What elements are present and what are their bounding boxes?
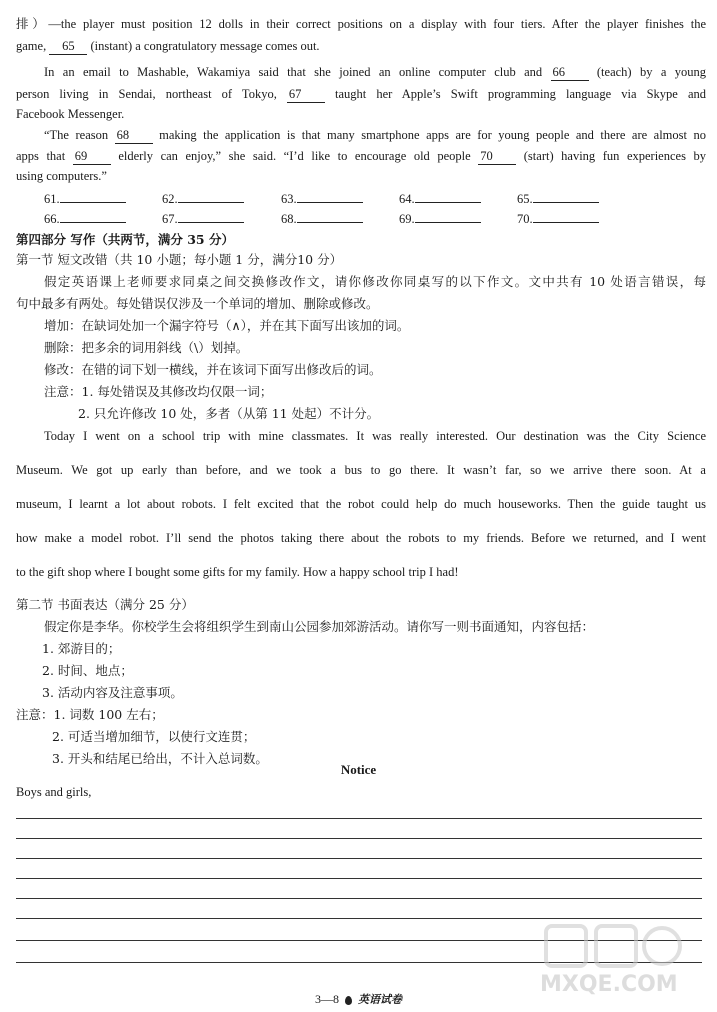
passage-line-4	[16, 86, 706, 103]
notice-title: Notice	[340, 762, 377, 777]
answer-slot[interactable]	[281, 210, 363, 227]
writing-line[interactable]	[16, 898, 702, 899]
passage-text: elderly can enjoy,” she said. “I’d like to encourage old people	[110, 149, 479, 163]
passage-line-7	[16, 148, 706, 165]
passage-text: game,	[16, 39, 50, 53]
answer-row-2	[44, 210, 644, 230]
answer-row-1	[44, 190, 644, 210]
rule-add: 增加：在缺词处加一个漏字符号（∧），并在其下面写出该加的词。	[44, 318, 410, 333]
part4-heading: 第四部分 写作（共两节，满分 35 分）	[16, 232, 234, 247]
footer-drop-icon	[345, 996, 352, 1005]
essay-line-2: Museum. We got up early than before, and we took a bus to go there. It wasn’t far, so we arrive there soon. At a	[16, 463, 706, 477]
requirement-3: 3. 开头和结尾已给出，不计入总词数。	[52, 751, 268, 766]
blank-67: 67	[287, 86, 325, 103]
passage-line-5	[16, 106, 706, 122]
answer-slot[interactable]	[162, 190, 244, 207]
answer-slot[interactable]	[399, 190, 481, 207]
essay-line-5: to the gift shop where I bought some gifts for my family. How a happy school trip I had!	[16, 565, 459, 579]
passage-line-8	[16, 168, 706, 184]
essay-line-1: Today I went on a school trip with mine classmates. It was really interested. Our destination was the City Science	[44, 429, 706, 443]
answer-number: 66.	[44, 212, 60, 226]
footer-label: 英语试卷	[358, 993, 402, 1006]
blank-65: 65	[49, 38, 87, 55]
watermark-icon	[538, 918, 688, 978]
passage-line-6	[44, 127, 706, 144]
writing-line[interactable]	[16, 858, 702, 859]
section1-instruction-2: 句中最多有两处。每处错误仅涉及一个单词的增加、删除或修改。	[16, 296, 379, 311]
answer-slot[interactable]	[517, 210, 599, 227]
answer-number: 65.	[517, 192, 533, 206]
essay-line-3: museum, I learnt a lot about robots. I felt excited that the robot could help do much houseworks. Then the guide taught us	[16, 497, 706, 511]
passage-line-3	[44, 64, 706, 81]
answer-slot[interactable]	[399, 210, 481, 227]
answer-underline	[178, 190, 244, 203]
passage-text: taught her Apple’s Swift programming language via Skype and	[324, 87, 706, 101]
answer-slot[interactable]	[44, 190, 126, 207]
passage-text: 排）—the player must position 12 dolls in their correct positions on a display with four tiers. After the player finishes the	[16, 17, 706, 31]
passage-text: (start) having fun experiences by	[516, 149, 706, 163]
rule-delete: 删除：把多余的词用斜线（\）划掉。	[44, 340, 249, 355]
writing-line[interactable]	[16, 878, 702, 879]
section1-instruction-1: 假定英语课上老师要求同桌之间交换修改作文，请你修改你同桌写的以下作文。文中共有 10 处语言错误，每	[44, 274, 706, 289]
essay-line-4: how make a model robot. I’ll send the photos taking there about the robots to my friends. Before we returned, and I went	[16, 531, 706, 545]
passage-text: Facebook Messenger.	[16, 107, 125, 121]
watermark-text: MXQE.COM	[540, 972, 678, 997]
answer-underline	[415, 210, 481, 223]
passage-text: making the application is that many smartphone apps are for young people and there are almost no	[152, 128, 706, 142]
answer-slot[interactable]	[44, 210, 126, 227]
blank-68: 68	[115, 127, 153, 144]
notice-greeting: Boys and girls,	[16, 785, 92, 799]
section2-title: 第二节 书面表达（满分 25 分）	[16, 597, 194, 612]
passage-text: apps that	[16, 149, 73, 163]
answer-number: 69.	[399, 212, 415, 226]
requirement-2: 2. 可适当增加细节，以使行文连贯；	[52, 729, 256, 744]
requirement-1: 注意：1. 词数 100 左右；	[16, 707, 164, 722]
content-item-3: 3. 活动内容及注意事项。	[42, 685, 183, 700]
section1-title: 第一节 短文改错（共 10 小题；每小题 1 分，满分10 分）	[16, 252, 343, 267]
passage-text: In an email to Mashable, Wakamiya said that she joined an online computer club and	[44, 65, 551, 79]
answer-underline	[415, 190, 481, 203]
content-item-2: 2. 时间、地点；	[42, 663, 133, 678]
answer-number: 70.	[517, 212, 533, 226]
answer-underline	[60, 210, 126, 223]
passage-text: (teach) by a young	[588, 65, 706, 79]
passage-line-1	[16, 16, 706, 32]
answer-number: 67.	[162, 212, 178, 226]
answer-number: 64.	[399, 192, 415, 206]
answer-underline	[297, 210, 363, 223]
answer-number: 63.	[281, 192, 297, 206]
passage-text: “The reason	[44, 128, 115, 142]
passage-text: using computers.”	[16, 169, 107, 183]
answer-slot[interactable]	[281, 190, 363, 207]
answer-underline	[178, 210, 244, 223]
writing-line[interactable]	[16, 818, 702, 819]
rule-modify: 修改：在错的词下划一横线，并在该词下面写出修改后的词。	[44, 362, 382, 377]
passage-line-2	[16, 38, 706, 55]
answer-underline	[60, 190, 126, 203]
answer-slot[interactable]	[517, 190, 599, 207]
answer-underline	[297, 190, 363, 203]
section2-intro: 假定你是李华。你校学生会将组织学生到南山公园参加郊游活动。请你写一则书面通知，内容包括：	[44, 619, 595, 634]
answer-grid	[44, 190, 644, 230]
answer-underline	[533, 190, 599, 203]
answer-slot[interactable]	[162, 210, 244, 227]
passage-text: (instant) a congratulatory message comes out.	[87, 39, 320, 53]
page-footer	[0, 991, 717, 1007]
blank-70: 70	[478, 148, 516, 165]
answer-number: 68.	[281, 212, 297, 226]
blank-66: 66	[551, 64, 589, 81]
passage-text: person living in Sendai, northeast of Tokyo,	[16, 87, 287, 101]
note-2: 2. 只允许修改 10 处，多者（从第 11 处起）不计分。	[78, 406, 380, 421]
content-item-1: 1. 郊游目的；	[42, 641, 121, 656]
blank-69: 69	[73, 148, 111, 165]
answer-number: 61.	[44, 192, 60, 206]
answer-number: 62.	[162, 192, 178, 206]
page-number: 3—8	[315, 992, 339, 1006]
note-1: 注意：1. 每处错误及其修改均仅限一词；	[44, 384, 273, 399]
writing-line[interactable]	[16, 838, 702, 839]
answer-underline	[533, 210, 599, 223]
